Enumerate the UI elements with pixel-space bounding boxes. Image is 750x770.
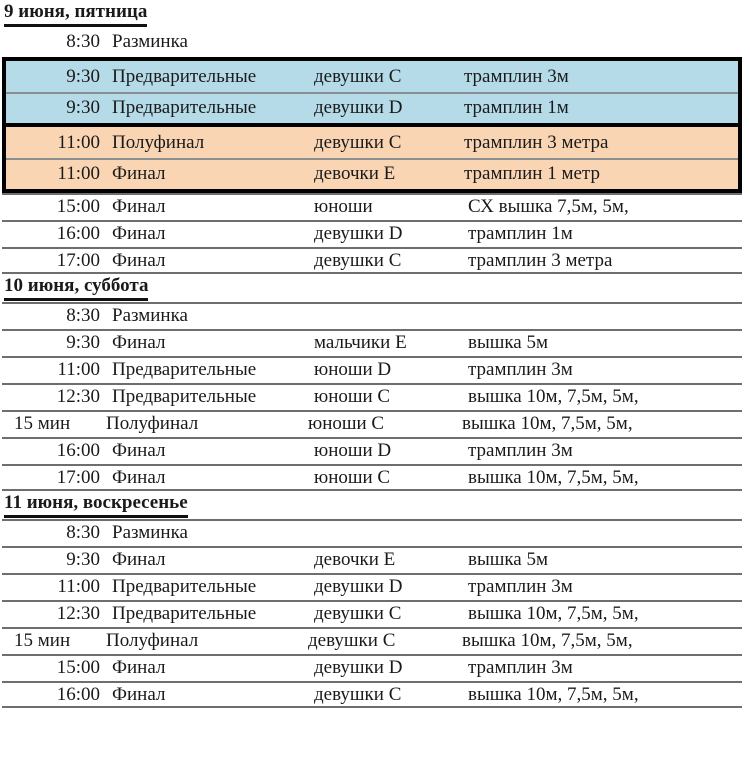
row-group: юноши C xyxy=(314,386,391,407)
schedule-row xyxy=(0,681,750,708)
row-time: 15 мин xyxy=(14,630,71,651)
row-time: 8:30 xyxy=(66,522,100,543)
row-event: трамплин 1 метр xyxy=(464,163,600,184)
row-group: девушки C xyxy=(314,66,402,87)
row-event: трамплин 3 метра xyxy=(468,250,613,271)
schedule-row xyxy=(0,410,750,437)
row-event: вышка 10м, 7,5м, 5м, xyxy=(468,467,639,488)
row-stage: Финал xyxy=(112,440,166,461)
row-stage: Финал xyxy=(112,684,166,705)
row-group: девушки D xyxy=(314,97,403,118)
row-stage: Разминка xyxy=(112,31,188,52)
row-time: 9:30 xyxy=(66,332,100,353)
schedule-row xyxy=(0,383,750,410)
row-group: девушки D xyxy=(314,657,403,678)
row-event: вышка 10м, 7,5м, 5м, xyxy=(462,630,633,651)
row-group: девушки C xyxy=(314,684,402,705)
schedule-row xyxy=(0,654,750,681)
row-event: вышка 5м xyxy=(468,549,549,570)
day-heading-text: 9 июня, пятница xyxy=(4,1,147,27)
row-time: 9:30 xyxy=(66,97,100,118)
row-stage: Предварительные xyxy=(112,576,257,597)
row-group: юноши D xyxy=(314,440,392,461)
row-event: вышка 10м, 7,5м, 5м, xyxy=(468,603,639,624)
schedule-row xyxy=(0,546,750,573)
row-stage: Предварительные xyxy=(112,386,257,407)
row-time: 16:00 xyxy=(56,684,100,705)
row-stage: Разминка xyxy=(112,305,188,326)
row-group: юноши C xyxy=(308,413,385,434)
schedule-row xyxy=(0,28,750,55)
row-time: 15 мин xyxy=(14,413,71,434)
row-time: 12:30 xyxy=(56,603,100,624)
schedule-row xyxy=(0,519,750,546)
schedule-row xyxy=(0,600,750,627)
row-stage: Финал xyxy=(112,196,166,217)
row-time: 17:00 xyxy=(56,250,100,271)
row-time: 9:30 xyxy=(66,549,100,570)
row-group: девочки E xyxy=(314,549,396,570)
row-stage: Финал xyxy=(112,657,166,678)
schedule-row xyxy=(0,329,750,356)
day-heading xyxy=(0,491,750,519)
row-time: 8:30 xyxy=(66,305,100,326)
schedule-row xyxy=(6,92,738,123)
row-time: 11:00 xyxy=(57,576,100,597)
row-time: 12:30 xyxy=(56,386,100,407)
row-time: 9:30 xyxy=(66,66,100,87)
row-time: 17:00 xyxy=(56,467,100,488)
row-event: трамплин 3м xyxy=(468,359,573,380)
row-stage: Финал xyxy=(112,163,166,184)
row-time: 16:00 xyxy=(56,223,100,244)
schedule-row xyxy=(0,193,750,220)
row-group: девушки C xyxy=(308,630,396,651)
row-stage: Финал xyxy=(112,250,166,271)
schedule-row xyxy=(0,437,750,464)
row-event: СХ вышка 7,5м, 5м, xyxy=(468,196,629,217)
row-group: юноши C xyxy=(314,467,391,488)
row-stage: Предварительные xyxy=(112,66,257,87)
row-stage: Предварительные xyxy=(112,603,257,624)
row-stage: Финал xyxy=(112,332,166,353)
row-time: 11:00 xyxy=(57,132,100,153)
row-group: мальчики E xyxy=(314,332,407,353)
row-stage: Полуфинал xyxy=(106,630,199,651)
row-stage: Предварительные xyxy=(112,97,257,118)
row-group: девушки C xyxy=(314,250,402,271)
schedule-row xyxy=(0,573,750,600)
schedule-row xyxy=(6,61,738,92)
row-event: трамплин 1м xyxy=(464,97,569,118)
row-event: трамплин 3м xyxy=(468,657,573,678)
day-heading-text: 10 июня, суббота xyxy=(4,275,148,301)
row-event: вышка 10м, 7,5м, 5м, xyxy=(468,684,639,705)
row-group: девушки C xyxy=(314,603,402,624)
row-event: вышка 10м, 7,5м, 5м, xyxy=(468,386,639,407)
row-stage: Финал xyxy=(112,467,166,488)
row-stage: Разминка xyxy=(112,522,188,543)
row-stage: Полуфинал xyxy=(112,132,205,153)
row-group: девушки C xyxy=(314,132,402,153)
row-event: вышка 10м, 7,5м, 5м, xyxy=(462,413,633,434)
row-event: трамплин 3м xyxy=(468,440,573,461)
row-time: 11:00 xyxy=(57,359,100,380)
row-event: трамплин 1м xyxy=(468,223,573,244)
schedule-row xyxy=(6,158,738,189)
schedule-row xyxy=(0,302,750,329)
highlighted-block xyxy=(2,57,742,193)
row-stage: Финал xyxy=(112,549,166,570)
row-time: 11:00 xyxy=(57,163,100,184)
row-group: девушки D xyxy=(314,576,403,597)
row-time: 8:30 xyxy=(66,31,100,52)
schedule-row xyxy=(6,127,738,158)
schedule-row xyxy=(0,356,750,383)
day-heading xyxy=(0,0,750,28)
row-event: трамплин 3м xyxy=(464,66,569,87)
highlight-band-peach xyxy=(6,123,738,189)
row-event: трамплин 3 метра xyxy=(464,132,609,153)
row-group: юноши xyxy=(314,196,373,217)
row-event: трамплин 3м xyxy=(468,576,573,597)
row-event: вышка 5м xyxy=(468,332,549,353)
row-stage: Предварительные xyxy=(112,359,257,380)
row-stage: Финал xyxy=(112,223,166,244)
row-group: девушки D xyxy=(314,223,403,244)
highlight-band-blue xyxy=(6,61,738,123)
day-heading xyxy=(0,274,750,302)
row-time: 15:00 xyxy=(56,196,100,217)
schedule-row xyxy=(0,464,750,491)
schedule-row xyxy=(0,220,750,247)
row-time: 16:00 xyxy=(56,440,100,461)
day-heading-text: 11 июня, воскресенье xyxy=(4,492,188,518)
row-stage: Полуфинал xyxy=(106,413,199,434)
row-group: девочки E xyxy=(314,163,396,184)
row-time: 15:00 xyxy=(56,657,100,678)
schedule-row xyxy=(0,627,750,654)
row-group: юноши D xyxy=(314,359,392,380)
schedule-row xyxy=(0,247,750,274)
